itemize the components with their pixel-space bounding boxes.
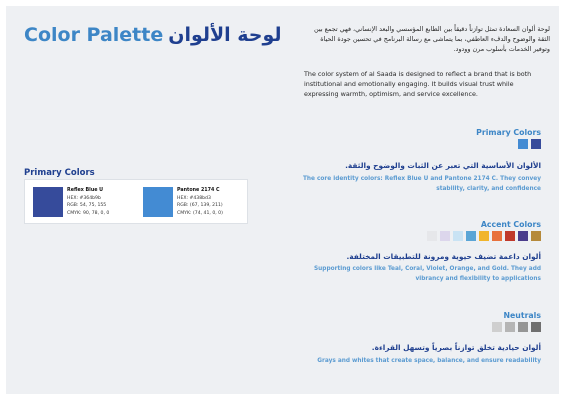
intro-arabic: لوحة ألوان السعادة تمثل توازناً دقيقاً بين الطابع المؤسسي والبعد الإنساني، فهي تجمع بين الثقة والوضوح والدفء العاطفي، بما يتماشى مع رسالة البرنامج في تحسين جودة الحياة وتوفير الخدمات بأسلوب مرن وودود.: [314, 25, 550, 53]
primary-colors-heading: Primary Colors: [24, 168, 95, 178]
color-chip: [492, 322, 502, 332]
section-arabic-accent: ألوان داعمة تضيف حيوية ومرونة للتطبيقات المختلفة.: [346, 252, 541, 261]
color-chip: [427, 231, 437, 241]
color-chip: [531, 322, 541, 332]
color-chip: [479, 231, 489, 241]
section-english-accent: Supporting colors like Teal, Coral, Violet, Orange, and Gold. They add vibrancy and flexibility to applications: [314, 266, 541, 282]
pantone-2174-specs: [177, 187, 223, 217]
color-rgb: RGB: 54, 75, 155: [67, 203, 107, 209]
color-chip: [492, 231, 502, 241]
color-hex: HEX: #364b9b: [67, 195, 101, 201]
section-title-neutrals: Neutrals: [503, 311, 541, 320]
color-chip: [518, 322, 528, 332]
color-chip: [505, 231, 515, 241]
section-english-neutrals: Grays and whites that create space, balance, and ensure readability: [317, 358, 541, 364]
reflex-blue-specs: [67, 187, 109, 217]
color-chip: [518, 231, 528, 241]
color-rgb: RGB: (67, 139, 211): [177, 203, 223, 209]
title-en: Color Palette: [24, 24, 164, 46]
section-arabic-primary: الألوان الأساسية التي تعبر عن الثبات والوضوح والثقة.: [345, 161, 541, 170]
page-title: [24, 24, 294, 46]
title-ar: لوحة الألوان: [168, 24, 282, 46]
section-arabic-neutrals: ألوان حيادية تخلق توازناً بصرياً وتسهل القراءة.: [371, 343, 541, 352]
reflex-blue-swatch: [33, 187, 63, 217]
neutral-chips: [492, 322, 541, 332]
color-chip: [466, 231, 476, 241]
section-title-primary: Primary Colors: [476, 128, 541, 137]
color-cmyk: CMYK: (74, 41, 0, 0): [177, 210, 223, 216]
color-chip: [440, 231, 450, 241]
color-name: Reflex Blue U: [67, 188, 104, 193]
primary-chips: [518, 139, 541, 149]
color-chip: [518, 139, 528, 149]
brand-page: [6, 6, 559, 394]
color-cmyk: CMYK: 90, 78, 0, 0: [67, 210, 110, 216]
accent-chips: [427, 231, 541, 241]
primary-colors-card: [24, 179, 248, 224]
pantone-2174-swatch: [143, 187, 173, 217]
color-chip: [453, 231, 463, 241]
color-hex: HEX: #438bd3: [177, 195, 211, 201]
section-english-primary: The core identity colors: Reflex Blue U and Pantone 2174 C. They convey stability, clarity, and confidence: [302, 176, 541, 192]
color-name: Pantone 2174 C: [177, 188, 220, 193]
color-chip: [531, 139, 541, 149]
color-chip: [531, 231, 541, 241]
section-title-accent: Accent Colors: [480, 220, 541, 229]
intro-english: The color system of al Saada is designed to reflect a brand that is both institutional and emotionally engaging. It builds visual trust while expressing warmth, optimism, and service excellence.: [304, 70, 532, 98]
color-chip: [505, 322, 515, 332]
